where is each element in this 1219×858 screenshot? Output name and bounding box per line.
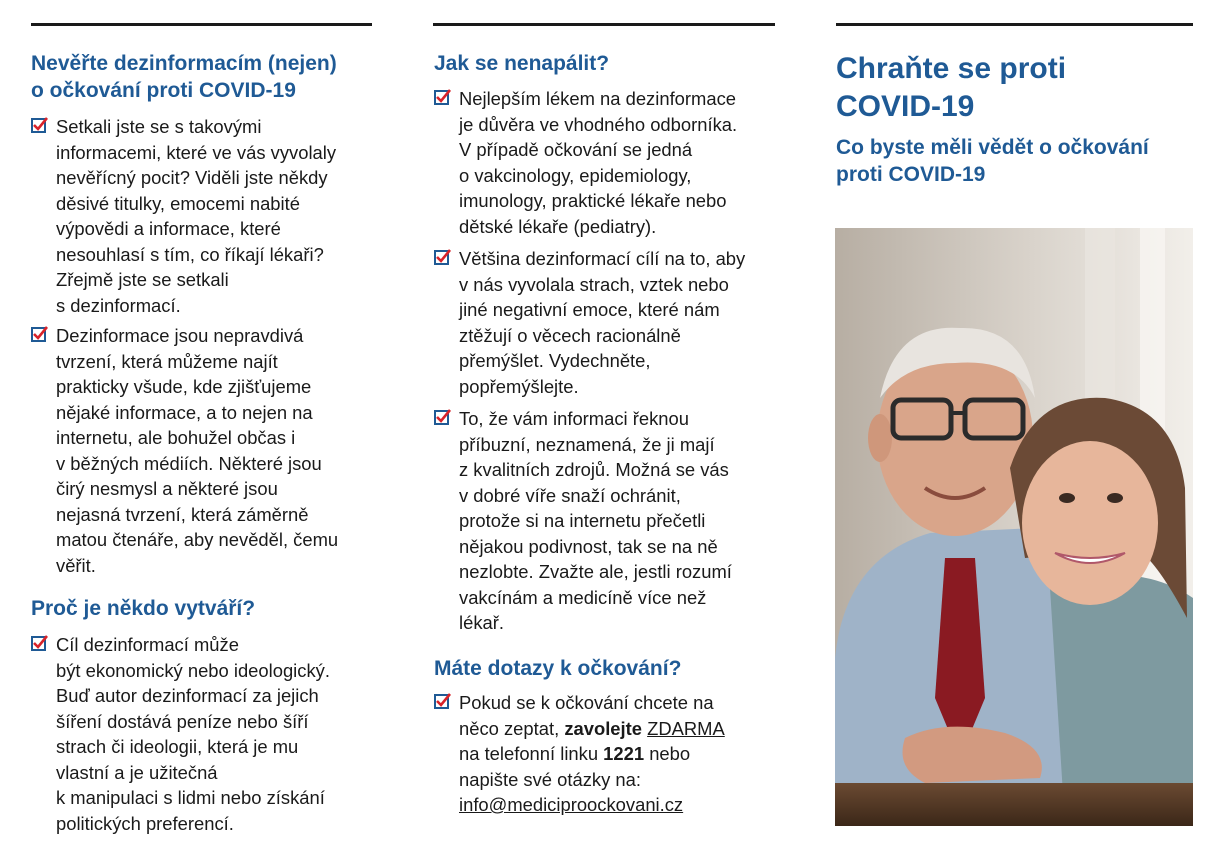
- heading-why-created: Proč je někdo vytváří?: [31, 597, 256, 620]
- list-item: [434, 406, 784, 638]
- contact-line: [459, 792, 779, 818]
- list-item-text: Setkali jste se s takovými informacemi, které ve vás vyvolaly nevěřícný pocit? Viděli jste někdy děsivé titulky, emocemi nabité výpovědi a informace, které nesouhlasí s tím, co říkají lékaři? Zřejmě jste se setkali s dezinformací.: [56, 116, 337, 316]
- list-item: [31, 114, 381, 319]
- top-rule-right: [836, 23, 1193, 26]
- checkbox-checked-icon: [434, 88, 452, 106]
- contact-line: [459, 741, 779, 767]
- list-item: [31, 632, 381, 842]
- email-link[interactable]: info@mediciproockovani.cz: [459, 794, 684, 815]
- top-rule-left: [31, 23, 372, 26]
- contact-text-part: něco zeptat,: [459, 717, 565, 739]
- contact-text: [459, 690, 779, 818]
- list-item-text: Většina dezinformací cílí na to, aby v nás vyvolala strach, vztek nebo jiné negativní emoce, které nám ztěžují o věcech racionálně přemýšlet. Vydechněte, popřemýšlejte.: [459, 248, 746, 397]
- heading-disinformation: Nevěřte dezinformacím (nejen) o očkování proti COVID-19: [31, 52, 337, 102]
- list-item: [434, 86, 784, 241]
- checkbox-checked-icon: [434, 408, 452, 426]
- contact-item: [434, 690, 784, 825]
- list-item-text: Dezinformace jsou nepravdivá tvrzení, která můžeme najít prakticky všude, kde zjišťujeme nějaké informace, a to nejen na internetu, ale bohužel občas i v běžných médiích. Některé jsou čirý nesmysl a některé jsou nejasná tvrzení, která záměrně matou čtenáře, aby nevěděl, čemu věřit.: [56, 325, 339, 576]
- photo-illustration: [835, 228, 1193, 826]
- heading-questions: Máte dotazy k očkování?: [434, 657, 682, 680]
- checkbox-checked-icon: [31, 634, 49, 652]
- list-item-text: Nejlepším lékem na dezinformace je důvěra ve vhodného odborníka. V případě očkování se jedná o vakcinology, epidemiology, imunology, praktické lékaře nebo dětské lékaře (pediatry).: [459, 88, 738, 237]
- free-label: ZDARMA: [647, 717, 725, 739]
- checkbox-checked-icon: [31, 116, 49, 134]
- list-item: [434, 246, 784, 401]
- list-item: [31, 323, 381, 583]
- top-rule-middle: [433, 23, 775, 26]
- cover-photo: [835, 228, 1193, 826]
- contact-text-part: nebo: [644, 743, 691, 764]
- heading-how-not-be-fooled: Jak se nenapálit?: [434, 52, 610, 75]
- list-item-text: To, že vám informaci řeknou příbuzní, neznamená, že ji mají z kvalitních zdrojů. Možná se vás v dobré víře snaží ochránit, protože si na internetu přečetli nějakou podivnost, tak se na ně nezlobte. Zvažte ale, jestli rozumí vakcínám a medicíně více než lékař.: [459, 408, 732, 633]
- checkbox-checked-icon: [31, 325, 49, 343]
- call-label: zavolejte: [564, 717, 642, 739]
- contact-line: [459, 716, 779, 742]
- page-title: Chraňte se proti COVID-19: [836, 52, 1067, 123]
- checkbox-checked-icon: [434, 692, 452, 710]
- contact-text-part: na telefonní linku: [459, 743, 604, 764]
- list-item-text: Cíl dezinformací může být ekonomický nebo ideologický. Buď autor dezinformací za jejich šíření dostává peníze nebo šíří strach či ideologii, která je mu vlastní a je užitečná k manipulaci s lidmi nebo získání politických preferencí.: [56, 634, 330, 834]
- phone-number: 1221: [603, 743, 645, 764]
- contact-line: Pokud se k očkování chcete na: [459, 692, 714, 713]
- page-subtitle: Co byste měli vědět o očkování proti COVID-19: [836, 136, 1149, 186]
- contact-line: napište své otázky na:: [459, 768, 641, 790]
- checkbox-checked-icon: [434, 248, 452, 266]
